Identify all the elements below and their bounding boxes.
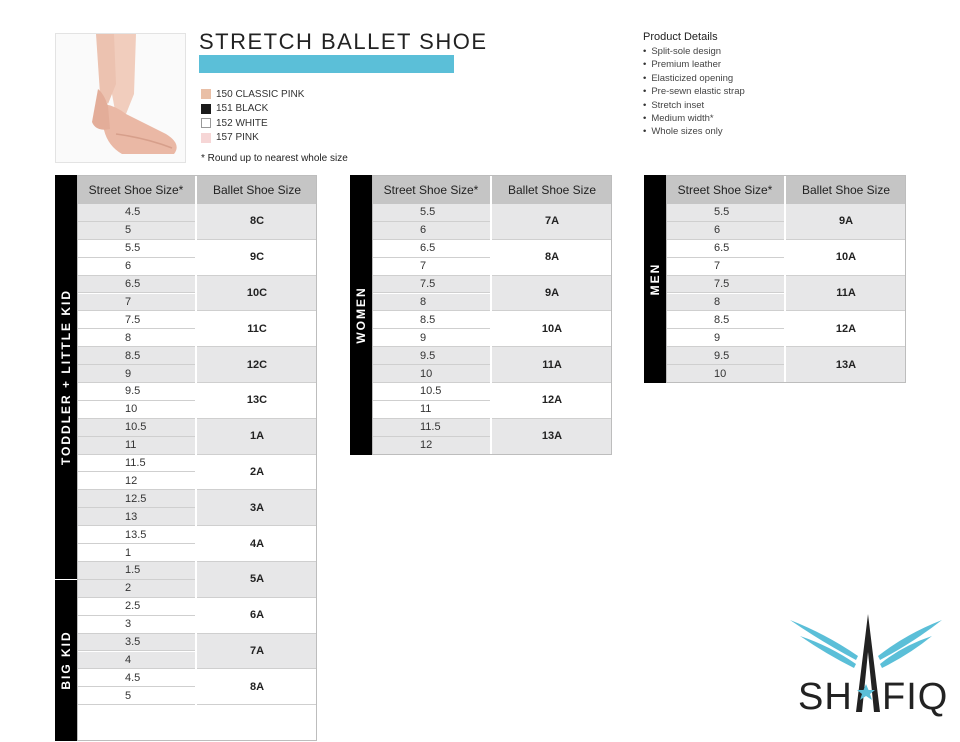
street-size-cell: 7.5 [372, 276, 490, 294]
ballet-size-cell: 4A [197, 526, 317, 562]
product-detail-item: • Split-sole design [643, 45, 745, 58]
color-label: 151 BLACK [216, 103, 269, 115]
street-size-cell: 4.5 [77, 204, 195, 222]
product-detail-item: • Medium width* [643, 112, 745, 125]
street-size-cell: 6 [666, 222, 784, 240]
ballet-size-cell: 6A [197, 598, 317, 634]
street-size-cell: 7 [372, 258, 490, 276]
title-accent-bar [199, 55, 454, 73]
color-option [201, 87, 304, 102]
ballet-size-cell: 13A [786, 347, 906, 383]
street-size-cell: 6 [372, 222, 490, 240]
street-size-header: Street Shoe Size* [77, 175, 195, 204]
ballet-size-cell: 13C [197, 383, 317, 419]
street-size-column [666, 204, 784, 383]
street-size-cell: 1.5 [77, 562, 195, 580]
street-size-cell: 6.5 [372, 240, 490, 258]
ballet-shoe-illustration [56, 34, 186, 163]
street-size-cell: 10 [372, 365, 490, 383]
street-size-cell: 9 [77, 365, 195, 383]
color-list [201, 87, 304, 145]
street-size-cell: 5.5 [77, 240, 195, 258]
street-size-cell: 8.5 [77, 347, 195, 365]
street-size-cell: 9 [372, 329, 490, 347]
street-size-cell: 3.5 [77, 634, 195, 652]
street-size-cell: 2 [77, 580, 195, 598]
category-label: MEN [648, 262, 662, 296]
street-size-cell: 10 [666, 365, 784, 383]
ballet-size-cell: 10C [197, 276, 317, 312]
product-detail-item: • Premium leather [643, 58, 745, 71]
street-size-cell: 5.5 [666, 204, 784, 222]
street-size-cell: 10.5 [372, 383, 490, 401]
street-size-header: Street Shoe Size* [666, 175, 784, 204]
color-option [201, 102, 304, 117]
street-size-cell: 8.5 [372, 311, 490, 329]
street-size-column [372, 204, 490, 455]
street-size-cell: 10 [77, 401, 195, 419]
street-size-cell: 9.5 [372, 347, 490, 365]
ballet-size-cell: 8A [492, 240, 612, 276]
ballet-size-cell: 1A [197, 419, 317, 455]
street-size-cell: 11 [372, 401, 490, 419]
category-label: WOMEN [354, 286, 368, 344]
product-image [55, 33, 186, 163]
ballet-size-cell: 7A [197, 634, 317, 670]
category-label: BIG KID [59, 630, 73, 691]
page-title: STRETCH BALLET SHOE [199, 29, 488, 54]
category-label: TODDLER + LITTLE KID [59, 288, 73, 465]
product-detail-item: • Whole sizes only [643, 125, 745, 138]
street-size-cell: 9.5 [666, 347, 784, 365]
street-size-cell: 8 [666, 294, 784, 312]
street-size-cell: 11 [77, 437, 195, 455]
category-band [350, 175, 372, 455]
ballet-size-cell: 9C [197, 240, 317, 276]
street-size-cell: 4.5 [77, 669, 195, 687]
size-note: * Round up to nearest whole size [201, 153, 348, 164]
category-band [644, 175, 666, 383]
color-swatch [201, 89, 211, 99]
ballet-size-cell: 10A [786, 240, 906, 276]
street-size-cell: 7 [77, 294, 195, 312]
ballet-size-cell: 3A [197, 490, 317, 526]
street-size-cell: 7 [666, 258, 784, 276]
color-label: 150 CLASSIC PINK [216, 88, 305, 100]
street-size-cell: 8.5 [666, 311, 784, 329]
ballet-size-cell: 11A [786, 276, 906, 312]
street-size-cell: 1 [77, 544, 195, 562]
street-size-cell: 7.5 [77, 311, 195, 329]
category-band [55, 175, 77, 579]
street-size-cell: 11.5 [372, 419, 490, 437]
category-band [55, 580, 77, 741]
ballet-size-cell: 12C [197, 347, 317, 383]
product-details-title: Product Details [643, 31, 718, 43]
street-size-cell: 13.5 [77, 526, 195, 544]
street-size-cell: 13 [77, 508, 195, 526]
street-size-cell: 12.5 [77, 490, 195, 508]
color-option [201, 116, 304, 131]
ballet-size-column [492, 204, 612, 455]
ballet-size-column [197, 204, 317, 741]
product-detail-item: • Stretch inset [643, 99, 745, 112]
ballet-size-cell: 12A [786, 311, 906, 347]
product-details [643, 31, 745, 139]
color-swatch [201, 118, 211, 128]
ballet-size-cell: 5A [197, 562, 317, 598]
street-size-cell: 3 [77, 616, 195, 634]
color-label: 157 PINK [216, 132, 259, 144]
ballet-size-header: Ballet Shoe Size [492, 175, 612, 204]
street-size-cell: 5 [77, 222, 195, 240]
street-size-cell: 9.5 [77, 383, 195, 401]
street-size-cell: 9 [666, 329, 784, 347]
brand-logo [786, 612, 949, 722]
ballet-size-header: Ballet Shoe Size [197, 175, 317, 204]
street-size-cell: 7.5 [666, 276, 784, 294]
street-size-cell: 8 [372, 294, 490, 312]
logo-text-right: FIQ [882, 676, 949, 718]
product-details-list [643, 45, 745, 139]
ballet-size-cell: 2A [197, 455, 317, 491]
ballet-size-cell: 8A [197, 669, 317, 705]
color-label: 152 WHITE [216, 117, 268, 129]
ballet-size-cell: 8C [197, 204, 317, 240]
street-size-cell: 5 [77, 687, 195, 705]
street-size-cell: 4 [77, 652, 195, 670]
ballet-size-header: Ballet Shoe Size [786, 175, 906, 204]
product-detail-item: • Pre-sewn elastic strap [643, 85, 745, 98]
product-detail-item: • Elasticized opening [643, 72, 745, 85]
color-swatch [201, 133, 211, 143]
color-option [201, 131, 304, 146]
ballet-size-cell: 10A [492, 311, 612, 347]
street-size-cell: 6.5 [77, 276, 195, 294]
street-size-cell: 8 [77, 329, 195, 347]
ballet-size-cell: 13A [492, 419, 612, 455]
ballet-size-cell: 11C [197, 311, 317, 347]
street-size-header: Street Shoe Size* [372, 175, 490, 204]
color-swatch [201, 104, 211, 114]
logo-text-left: SH [798, 676, 853, 718]
ballet-size-cell: 7A [492, 204, 612, 240]
street-size-cell: 12 [77, 473, 195, 491]
ballet-size-cell: 9A [492, 276, 612, 312]
ballet-size-column [786, 204, 906, 383]
street-size-cell: 12 [372, 437, 490, 455]
street-size-cell: 2.5 [77, 598, 195, 616]
street-size-cell: 11.5 [77, 455, 195, 473]
street-size-cell: 5.5 [372, 204, 490, 222]
ballet-size-cell: 11A [492, 347, 612, 383]
street-size-cell: 10.5 [77, 419, 195, 437]
ballet-size-cell: 12A [492, 383, 612, 419]
street-size-cell: 6.5 [666, 240, 784, 258]
street-size-column [77, 204, 195, 741]
ballet-size-cell: 9A [786, 204, 906, 240]
street-size-cell: 6 [77, 258, 195, 276]
